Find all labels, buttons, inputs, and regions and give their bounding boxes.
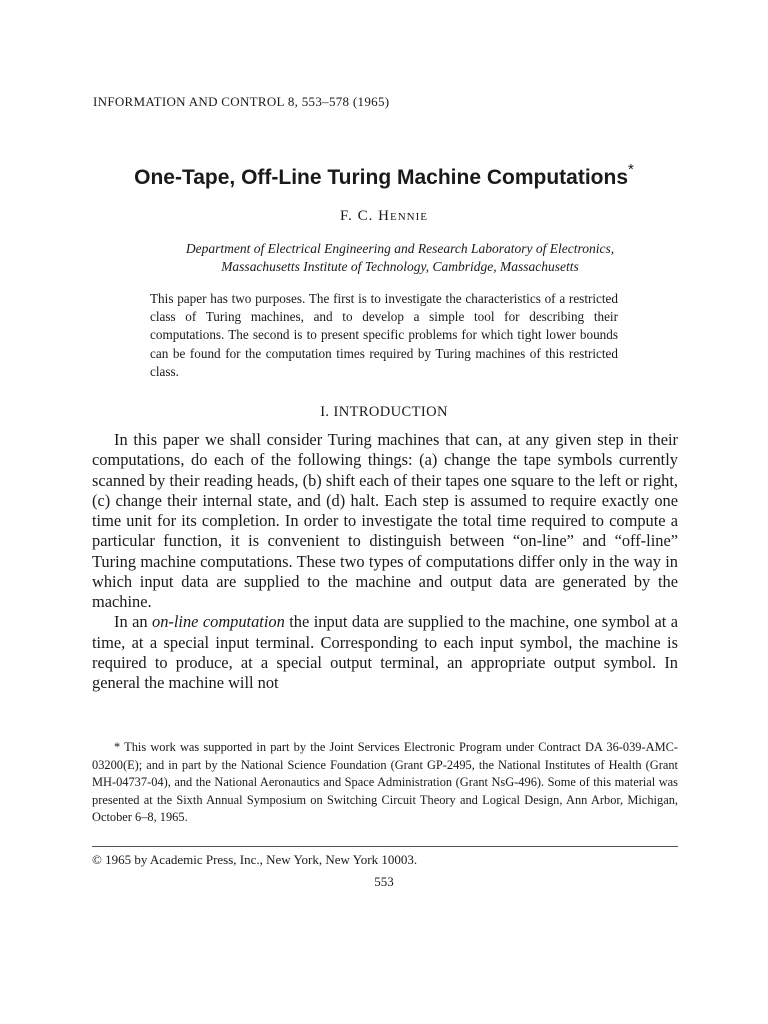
- paper-title: [0, 163, 768, 190]
- paragraph-2-rest: the input data are supplied to the machine, one symbol at a time, at a special input terminal. Corresponding to each input symbol, the machine is required to produce, at a special output terminal, an appropriate output symbol. In general the machine will not: [92, 612, 678, 692]
- paragraph-2: [92, 612, 678, 693]
- author-initials: F. C.: [340, 208, 379, 224]
- title-footnote-mark: *: [628, 161, 634, 178]
- page-number: 553: [374, 874, 394, 889]
- author-surname: Hennie: [378, 208, 428, 224]
- abstract: This paper has two purposes. The first is to investigate the characteristics of a restricted class of Turing machines, and to develop a simple tool for describing their computations. The second is to present specific problems for which tight lower bounds can be found for the computation times required by Turing machines of this restricted class.: [150, 291, 618, 379]
- journal-header: INFORMATION AND CONTROL 8, 553–578 (1965): [93, 94, 390, 109]
- copyright-notice: © 1965 by Academic Press, Inc., New York, New York 10003.: [92, 852, 418, 867]
- footnote-divider: [92, 846, 678, 847]
- footnote: [92, 739, 678, 827]
- affiliation-line-2: Massachusetts Institute of Technology, Cambridge, Massachusetts: [221, 259, 579, 274]
- paragraph-2-lead: In an: [114, 612, 152, 632]
- section-heading: I. INTRODUCTION: [320, 404, 448, 420]
- on-line-computation-term: on-line computation: [152, 612, 285, 632]
- paragraph-1: In this paper we shall consider Turing machines that can, at any given step in their computations, do each of the following things: (a) change the tape symbols currently scanned by their reading heads, (b) shift each of their tapes one square to the left or right, (c) change their internal state, and (d) halt. Each step is assumed to require exactly one time unit for its completion. In order to investigate the total time required to compute a particular function, it is convenient to distinguish between “on-line” and “off-line” Turing machine computations. These two types of computations differ only in the way in which input data are supplied to the machine and output data are generated by the machine.: [92, 430, 678, 611]
- affiliation-line-1: Department of Electrical Engineering and Research Laboratory of Electronics,: [185, 241, 615, 256]
- author-name: [0, 208, 768, 225]
- footnote-text: * This work was supported in part by the Joint Services Electronic Program under Contract DA 36-039-AMC-03200(E); and in part by the National Science Foundation (Grant GP-2495, the National Institutes of Health (Grant MH-04737-04), and the National Aeronautics and Space Administration (Grant NsG-496). Some of this material was presented at the Sixth Annual Symposium on Switching Circuit Theory and Logical Design, Ann Arbor, Michigan, October 6–8, 1965.: [92, 740, 678, 824]
- body-text: [92, 430, 678, 693]
- paper-title-text: One-Tape, Off-Line Turing Machine Computations: [134, 166, 629, 189]
